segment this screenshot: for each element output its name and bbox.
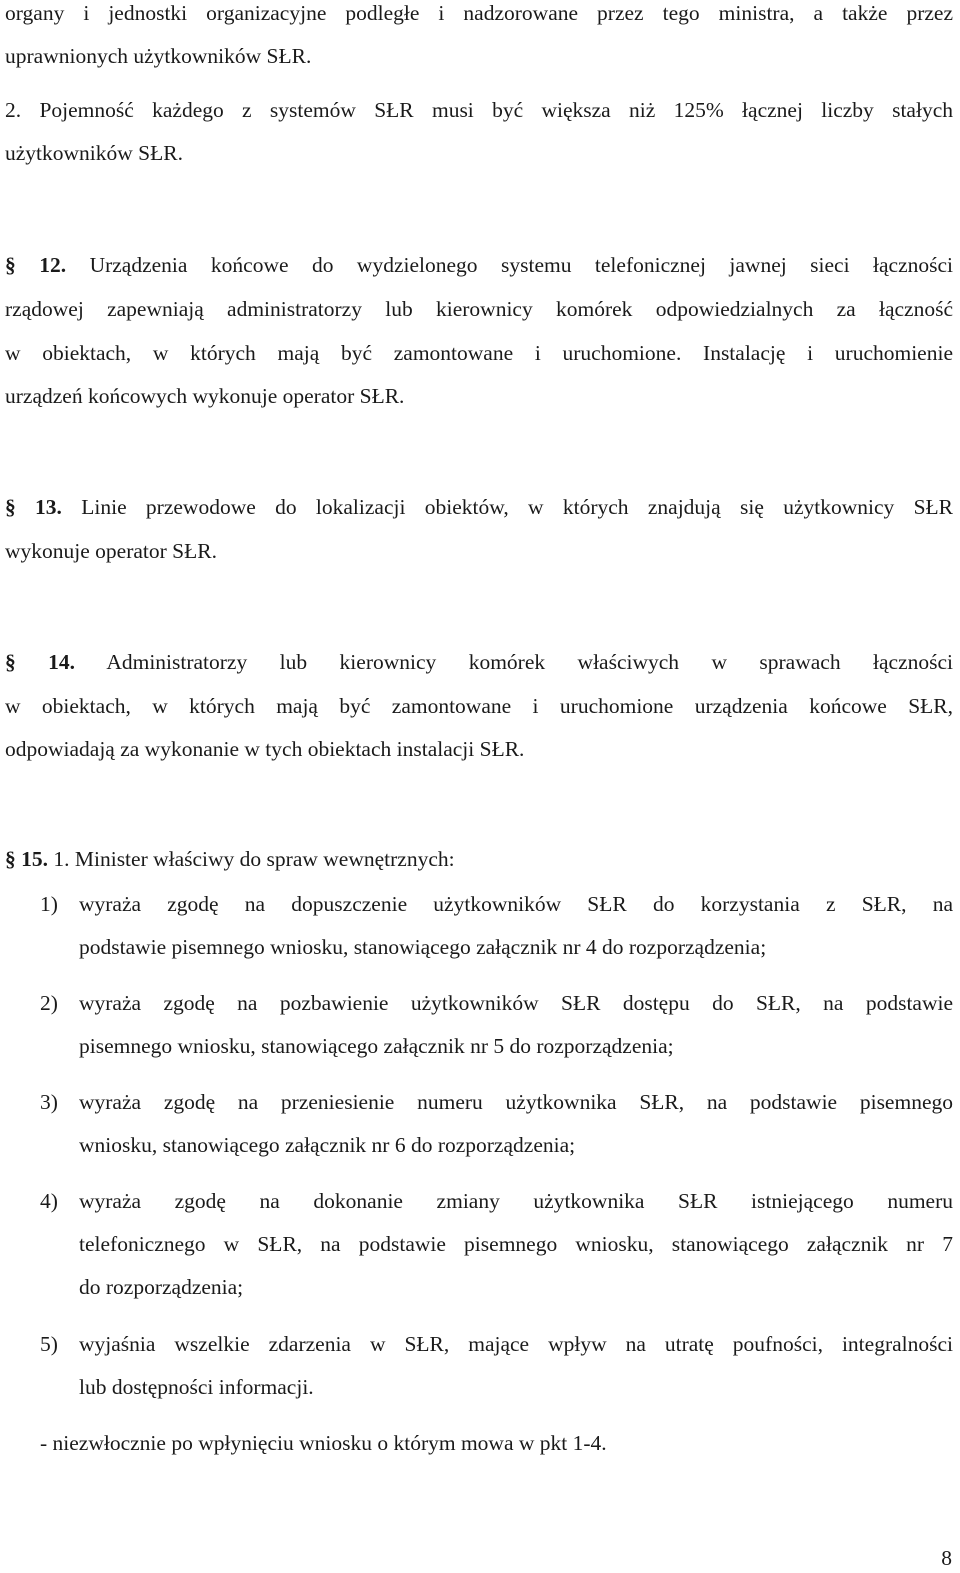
s13-line-2: wykonuje operator SŁR. — [5, 539, 217, 563]
s14-mark: § 14. — [5, 650, 76, 674]
s14-line-3: odpowiadają za wykonanie w tych obiektach instalacji SŁR. — [5, 737, 525, 761]
list-item-line: wyraża zgodę na dokonanie zmiany użytkownika SŁR istniejącego numeru — [79, 1189, 953, 1213]
list-item-line: pisemnego wniosku, stanowiącego załącznik nr 5 do rozporządzenia; — [79, 1034, 674, 1058]
s15-closing: - niezwłocznie po wpłynięciu wniosku o którym mowa w pkt 1-4. — [40, 1431, 607, 1455]
s14-line-1: § 14. Administratorzy lub kierownicy komórek właściwych w sprawach łączności — [5, 650, 953, 674]
s13-line-1: § 13. Linie przewodowe do lokalizacji obiektów, w których znajdują się użytkownicy SŁR — [5, 495, 953, 519]
intro-line-1: organy i jednostki organizacyjne podległe i nadzorowane przez tego ministra, a także przez — [5, 1, 953, 25]
p2-line-1: 2. Pojemność każdego z systemów SŁR musi być większa niż 125% łącznej liczby stałych — [5, 98, 953, 122]
list-item-number: 1) — [40, 892, 58, 916]
s12-line-4: urządzeń końcowych wykonuje operator SŁR. — [5, 384, 405, 408]
list-item-line: wyjaśnia wszelkie zdarzenia w SŁR, mające wpływ na utratę poufności, integralności — [79, 1332, 953, 1356]
s12-line-1: § 12. Urządzenia końcowe do wydzielonego systemu telefonicznej jawnej sieci łączności — [5, 253, 954, 277]
list-item-line: wyraża zgodę na dopuszczenie użytkowników SŁR do korzystania z SŁR, na — [79, 892, 953, 916]
s12-line-2: rządowej zapewniają administratorzy lub kierownicy komórek odpowiedzialnych za łączność — [5, 297, 953, 321]
list-item-line: podstawie pisemnego wniosku, stanowiącego załącznik nr 4 do rozporządzenia; — [79, 935, 767, 959]
list-item-number: 5) — [40, 1332, 58, 1356]
s13-mark: § 13. — [5, 495, 62, 519]
s12-line-3: w obiektach, w których mają być zamontowane i uruchomione. Instalację i uruchomienie — [5, 341, 953, 365]
list-item-line: wniosku, stanowiącego załącznik nr 6 do rozporządzenia; — [79, 1133, 576, 1157]
page-number: 8 — [941, 1546, 952, 1570]
s15-intro-line: § 15. 1. Minister właściwy do spraw wewnętrznych: — [5, 847, 455, 871]
list-item-number: 3) — [40, 1090, 58, 1114]
list-item-line: lub dostępności informacji. — [79, 1375, 314, 1399]
s14-line-2: w obiektach, w których mają być zamontowane i uruchomione urządzenia końcowe SŁR, — [5, 694, 953, 718]
s15-mark: § 15. — [5, 847, 48, 871]
list-item-number: 2) — [40, 991, 58, 1015]
list-item-line: telefonicznego w SŁR, na podstawie pisemnego wniosku, stanowiącego załącznik nr 7 — [79, 1232, 953, 1256]
p2-line-2: użytkowników SŁR. — [5, 141, 183, 165]
s12-mark: § 12. — [5, 253, 67, 277]
list-item-line: do rozporządzenia; — [79, 1275, 244, 1299]
list-item-line: wyraża zgodę na przeniesienie numeru użytkownika SŁR, na podstawie pisemnego — [79, 1090, 953, 1114]
intro-line-2: uprawnionych użytkowników SŁR. — [5, 44, 312, 68]
list-item-line: wyraża zgodę na pozbawienie użytkowników SŁR dostępu do SŁR, na podstawie — [79, 991, 953, 1015]
list-item-number: 4) — [40, 1189, 58, 1213]
